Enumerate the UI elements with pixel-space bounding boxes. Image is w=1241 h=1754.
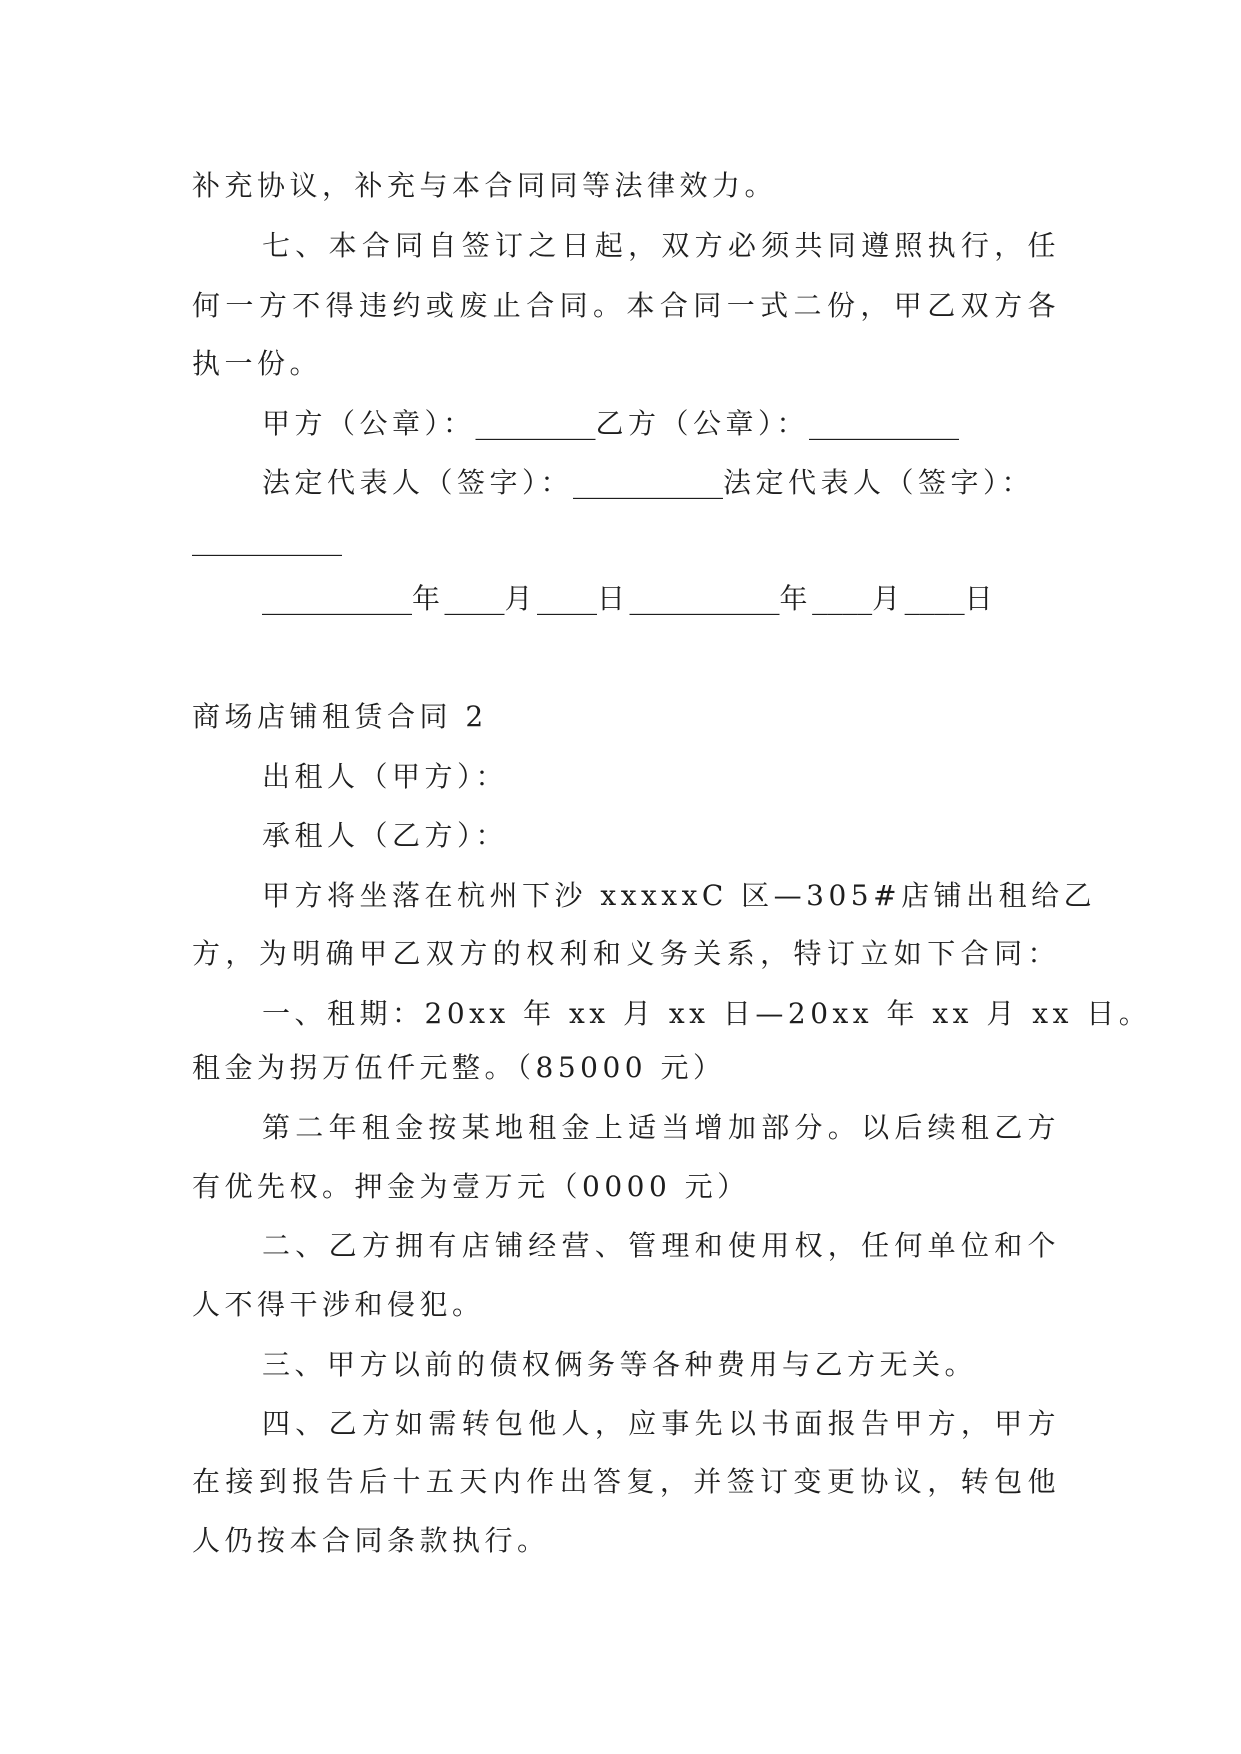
party-a-month-unit: 月: [504, 582, 538, 615]
party-a-rep-blank: __________: [573, 465, 724, 500]
party-b-month-unit: 月: [872, 582, 905, 615]
clause4-line1: 四、乙方如需转包他人，应事先以书面报告甲方，甲方: [262, 1407, 1060, 1440]
supplement-line: 补充协议，补充与本合同同等法律效力。: [192, 169, 778, 202]
date-line: [192, 579, 1060, 619]
clause4-line3: 人仍按本合同条款执行。: [192, 1524, 550, 1557]
clause1-line2: 租金为拐万伍仟元整。（85000 元）: [192, 1051, 726, 1084]
renewal-line1: 第二年租金按某地租金上适当增加部分。以后续租乙方: [262, 1111, 1060, 1144]
party-b-seal-blank: __________: [809, 406, 960, 441]
party-a-year-unit: 年: [412, 582, 445, 615]
clause2-line1: 二、乙方拥有店铺经营、管理和使用权，任何单位和个: [262, 1229, 1060, 1262]
intro-line1: 甲方将坐落在杭州下沙 xxxxxC 区—305#店铺出租给乙: [262, 879, 1097, 912]
party-b-year-blank: __________: [629, 581, 780, 616]
seal-line: [192, 404, 1060, 444]
party-a-year-blank: __________: [262, 581, 412, 616]
lessee-line: 承租人（乙方）：: [262, 819, 509, 852]
party-b-rep-blank: __________: [192, 522, 342, 557]
lessor-line: 出租人（甲方）：: [262, 760, 509, 793]
contract2-title: 商场店铺租赁合同 2: [192, 700, 488, 733]
party-a-day-blank: ____: [537, 581, 598, 616]
clause4-line2: 在接到报告后十五天内作出答复，并签订变更协议，转包他: [192, 1465, 1060, 1498]
intro-line2: 方，为明确甲乙双方的权利和义务关系，特订立如下合同：: [192, 937, 1060, 970]
party-b-day-blank: ____: [904, 581, 965, 616]
party-a-seal-label: 甲方（公章）：: [262, 407, 476, 440]
party-b-year-unit: 年: [779, 582, 813, 615]
clause7-line1: 七、本合同自签订之日起，双方必须共同遵照执行，任: [262, 229, 1060, 262]
party-a-day-unit: 日: [597, 582, 630, 615]
representative-line: [192, 463, 1060, 503]
clause3-line1: 三、甲方以前的债权俩务等各种费用与乙方无关。: [262, 1348, 978, 1381]
clause2-line2: 人不得干涉和侵犯。: [192, 1288, 485, 1321]
party-a-seal-blank: ________: [475, 406, 596, 441]
party-a-month-blank: ____: [444, 581, 505, 616]
clause7-line3: 执一份。: [192, 347, 323, 380]
renewal-line2: 有优先权。押金为壹万元（0000 元）: [192, 1170, 750, 1203]
party-b-month-blank: ____: [812, 581, 873, 616]
party-b-seal-label: 乙方（公章）：: [595, 407, 810, 440]
clause1-line1: 一、租期：20xx 年 xx 月 xx 日—20xx 年 xx 月 xx 日。: [262, 997, 1152, 1030]
party-b-rep-label: 法定代表人（签字）：: [723, 466, 1035, 499]
party-b-day-unit: 日: [964, 582, 998, 615]
clause7-line2: 何一方不得违约或废止合同。本合同一式二份，甲乙双方各: [192, 289, 1060, 322]
party-a-rep-label: 法定代表人（签字）：: [262, 466, 574, 499]
representative-wrap-line: [192, 520, 1060, 560]
